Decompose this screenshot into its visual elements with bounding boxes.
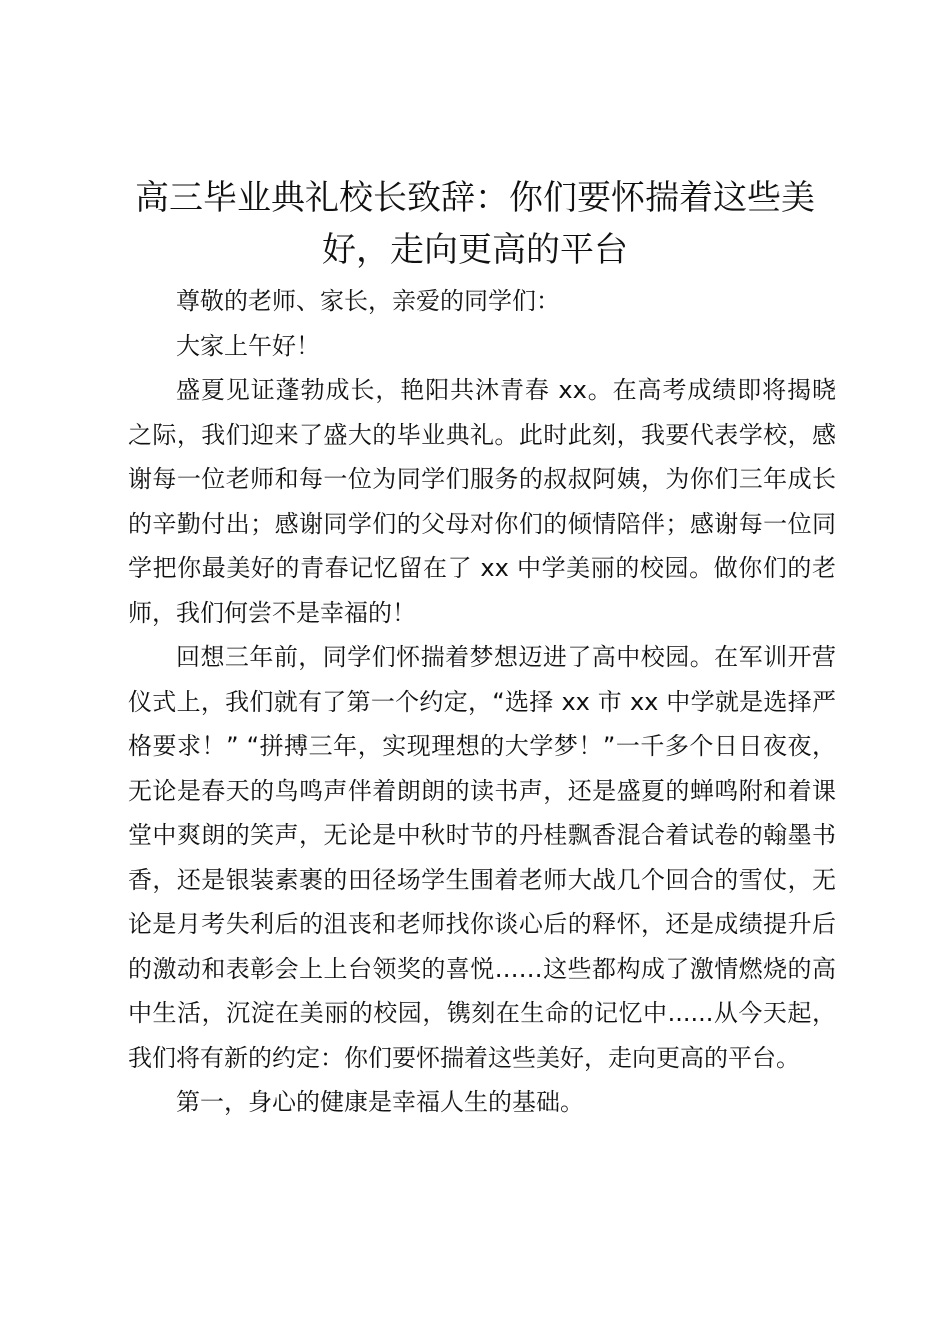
document-body	[128, 279, 836, 1125]
document-title: 高三毕业典礼校长致辞：你们要怀揣着这些美好，走向更高的平台	[135, 178, 815, 270]
body-paragraph: 盛夏见证蓬勃成长，艳阳共沐青春 xx。在高考成绩即将揭晓之际，我们迎来了盛大的毕业典礼。此时此刻，我要代表学校，感谢每一位老师和每一位为同学们服务的叔叔阿姨，为你们三年成长的辛勤付出；感谢同学们的父母对你们的倾情陪伴；感谢每一位同学把你最美好的青春记忆留在了 xx 中学美丽的校园。做你们的老师，我们何尝不是幸福的！	[128, 376, 836, 627]
salutation-paragraph: 尊敬的老师、家长，亲爱的同学们：	[176, 287, 560, 315]
body-paragraph: 回想三年前，同学们怀揣着梦想迈进了高中校园。在军训开营仪式上，我们就有了第一个约定，“选择 xx 市 xx 中学就是选择严格要求！” “拼搏三年，实现理想的大学梦！”一千多个日日夜夜，无论是春天的鸟鸣声伴着朗朗的读书声，还是盛夏的蝉鸣附和着课堂中爽朗的笑声，无论是中秋时节的丹桂飘香混合着试卷的翰墨书香，还是银装素裹的田径场学生围着老师大战几个回合的雪仗，无论是月考失利后的沮丧和老师找你谈心后的释怀，还是成绩提升后的激动和表彰会上上台领奖的喜悦……这些都构成了激情燃烧的高中生活，沉淀在美丽的校园，镌刻在生命的记忆中......从今天起，我们将有新的约定：你们要怀揣着这些美好，走向更高的平台。	[128, 643, 836, 1072]
greeting-paragraph: 大家上午好！	[176, 331, 320, 360]
section-heading-paragraph: 第一，身心的健康是幸福人生的基础。	[176, 1088, 584, 1116]
